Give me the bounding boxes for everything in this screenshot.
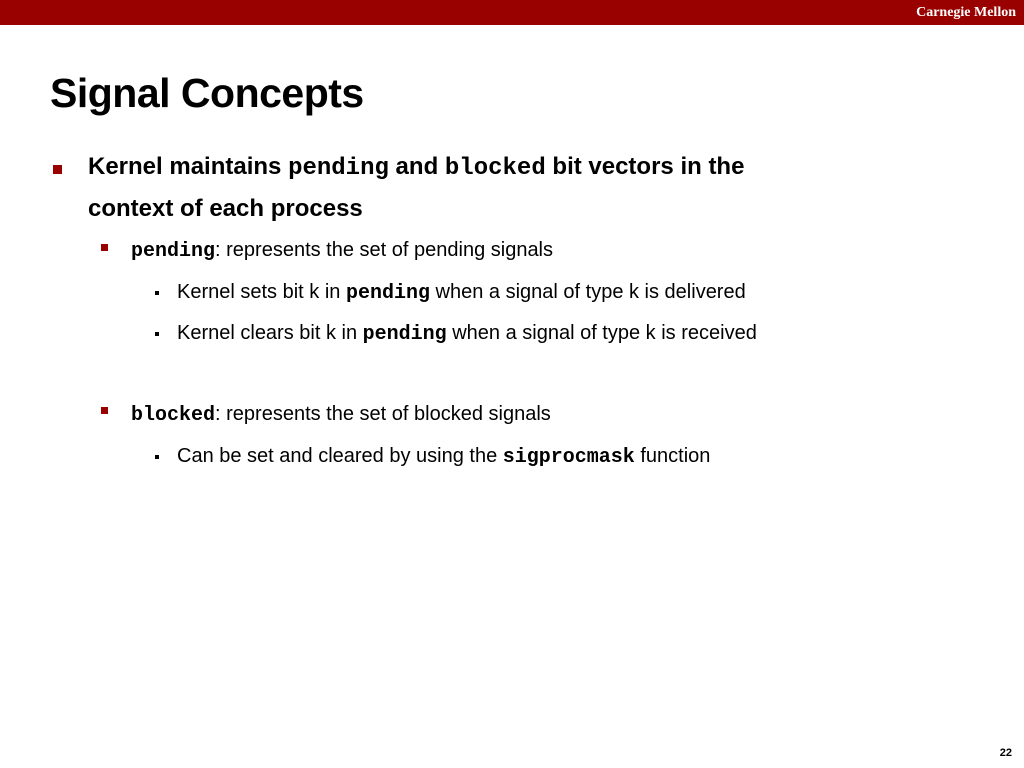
- main-text-part1: Kernel maintains: [88, 153, 289, 180]
- slide-title: Signal Concepts: [50, 70, 364, 116]
- level2-bullet-icon: [101, 407, 108, 414]
- brand-label: Carnegie Mellon: [916, 5, 1016, 20]
- pending-text: : represents the set of pending signals: [215, 239, 554, 261]
- pending-item-2: [177, 320, 757, 348]
- blocked-code: blocked: [131, 404, 216, 427]
- pending-item-1-after: when a signal of type k is delivered: [429, 281, 746, 303]
- pending-item-1-code: pending: [345, 282, 430, 305]
- blocked-text: : represents the set of blocked signals: [215, 403, 551, 425]
- level1-bullet-icon: [53, 165, 62, 174]
- blocked-item-1-code: sigprocmask: [502, 446, 635, 469]
- blocked-item-1-before: Can be set and cleared by using the: [177, 445, 503, 467]
- main-bullet-line1: [88, 151, 744, 185]
- pending-item-2-after: when a signal of type k is received: [446, 322, 757, 344]
- page-number: 22: [999, 747, 1012, 759]
- level2-bullet-icon: [101, 244, 108, 251]
- level3-bullet-icon: [155, 455, 159, 459]
- main-code-blocked: blocked: [444, 155, 546, 182]
- blocked-item-1: [177, 443, 710, 471]
- pending-description: [131, 237, 553, 265]
- main-text-part3: bit vectors in the: [545, 153, 745, 180]
- level3-bullet-icon: [155, 332, 159, 336]
- pending-item-2-before: Kernel clears bit k in: [177, 322, 363, 344]
- blocked-description: [131, 401, 551, 429]
- pending-code: pending: [131, 240, 216, 263]
- level3-bullet-icon: [155, 291, 159, 295]
- pending-item-2-code: pending: [362, 323, 447, 346]
- pending-item-1: [177, 279, 746, 307]
- main-code-pending: pending: [288, 155, 389, 182]
- main-bullet-line2: context of each process: [88, 195, 363, 222]
- pending-item-1-before: Kernel sets bit k in: [177, 281, 346, 303]
- main-text-part2: and: [388, 153, 445, 180]
- blocked-item-1-after: function: [634, 445, 711, 467]
